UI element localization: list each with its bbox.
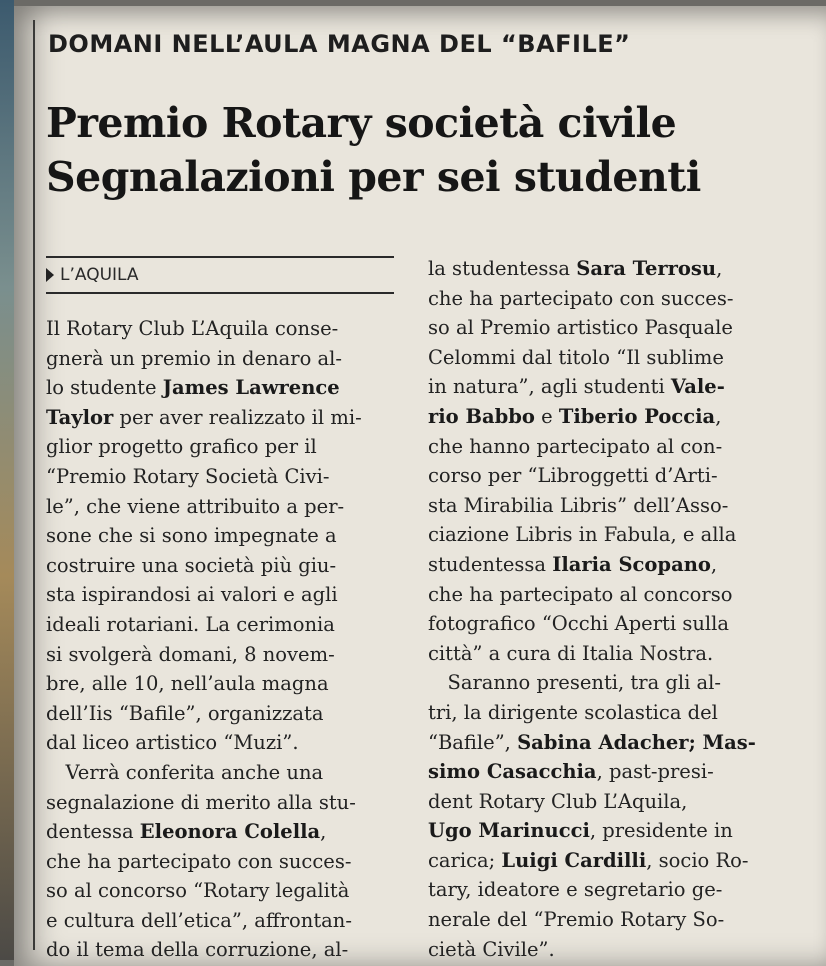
article-column-2	[428, 254, 788, 964]
text-run: studentessa	[428, 552, 553, 576]
text-line	[428, 254, 788, 284]
text-line	[46, 906, 396, 936]
text-run: dentessa	[46, 820, 140, 844]
text-run: segnalazione di merito alla stu-	[46, 790, 356, 814]
text-run: do il tema della corruzione, al-	[46, 938, 349, 962]
text-line	[46, 699, 396, 729]
text-run: dell’Iis “Bafile”, organizzata	[46, 701, 324, 725]
kicker-heading: DOMANI NELL’AULA MAGNA DEL “BAFILE”	[48, 30, 631, 58]
text-run: città” a cura di Italia Nostra.	[428, 641, 714, 665]
text-run: sone che si sono impegnate a	[46, 524, 337, 548]
text-run: Verrà conferita anche una	[46, 760, 324, 784]
text-line	[428, 757, 788, 787]
text-line	[46, 344, 396, 374]
bold-name: simo Casacchia	[428, 760, 597, 784]
text-run: le”, che viene attribuito a per-	[46, 494, 345, 518]
text-run: Il Rotary Club L’Aquila conse-	[46, 317, 339, 340]
text-run: cietà Civile”.	[428, 937, 555, 961]
text-run: , past-presi-	[596, 760, 714, 784]
text-run: e cultura dell’etica”, affrontan-	[46, 908, 352, 932]
text-line	[46, 492, 396, 522]
text-line	[428, 905, 788, 935]
text-line	[46, 669, 396, 699]
headline-line-2: Segnalazioni per sei studenti	[46, 153, 701, 201]
text-run: ciazione Libris in Fabula, e alla	[428, 523, 737, 547]
text-run: so al Premio artistico Pasquale	[428, 316, 733, 340]
bold-name: Tiberio Poccia	[558, 404, 716, 428]
text-line	[428, 372, 788, 402]
text-run: sta ispirandosi ai valori e agli	[46, 583, 338, 607]
text-line	[46, 610, 396, 640]
text-run: glior progetto grafico per il	[46, 435, 317, 459]
bold-name: Sara Terrosu	[576, 257, 717, 280]
text-run: Celommi dal titolo “Il sublime	[428, 345, 724, 369]
text-run: “Premio Rotary Società Civi-	[46, 464, 330, 488]
text-line	[46, 580, 396, 610]
headline	[46, 96, 816, 204]
text-run: Saranno presenti, tra gli al-	[428, 671, 721, 695]
background-edge	[0, 0, 14, 960]
text-run: , presidente in	[589, 819, 733, 843]
text-line	[428, 728, 788, 758]
bold-name: Sabina Adacher; Mas-	[517, 730, 756, 754]
text-line	[428, 846, 788, 876]
bold-name: Taylor	[46, 405, 114, 429]
text-line	[428, 313, 788, 343]
text-line	[46, 876, 396, 906]
bold-name: Ugo Marinucci	[428, 819, 590, 843]
text-run: “Bafile”,	[428, 730, 518, 754]
text-run: fotografico “Occhi Aperti sulla	[428, 612, 729, 636]
text-line	[46, 728, 396, 758]
text-run: gnerà un premio in denaro al-	[46, 346, 342, 370]
text-line	[428, 639, 788, 669]
dateline-text: L’AQUILA	[60, 265, 139, 285]
text-line	[46, 373, 396, 403]
bold-name: James Lawrence	[162, 376, 340, 400]
bold-name: Vale-	[670, 375, 725, 399]
bold-name: Eleonora Colella	[139, 820, 321, 844]
text-run: costruire una società più giu-	[46, 553, 337, 577]
text-run: carica;	[428, 848, 502, 872]
text-run: che ha partecipato con succes-	[428, 286, 734, 310]
bold-name: Ilaria Scopano	[552, 552, 711, 576]
bold-name: rio Babbo	[428, 404, 535, 428]
text-line	[46, 551, 396, 581]
dateline-bottom-rule	[46, 292, 394, 294]
column-separator-rule	[33, 20, 35, 950]
text-run: so al concorso “Rotary legalità	[46, 879, 350, 903]
text-line	[428, 875, 788, 905]
text-run: dal liceo artistico “Muzi”.	[46, 731, 299, 755]
text-line	[428, 461, 788, 491]
dateline	[46, 265, 139, 285]
text-line	[428, 698, 788, 728]
text-line	[428, 550, 788, 580]
text-run: si svolgerà domani, 8 novem-	[46, 642, 335, 666]
text-run: tary, ideatore e segretario ge-	[428, 878, 723, 902]
text-line	[46, 758, 396, 788]
bold-name: Luigi Cardilli	[501, 848, 647, 872]
text-line	[428, 432, 788, 462]
text-run: ,	[716, 257, 723, 280]
text-line	[46, 521, 396, 551]
text-run: ,	[320, 820, 327, 844]
text-line	[428, 816, 788, 846]
triangle-marker-icon	[46, 268, 54, 282]
text-run: tri, la dirigente scolastica del	[428, 700, 718, 724]
text-line	[46, 314, 396, 344]
text-line	[428, 520, 788, 550]
text-line	[428, 284, 788, 314]
text-line	[46, 403, 396, 433]
text-run: in natura”, agli studenti	[428, 375, 671, 399]
text-run: la studentessa	[428, 257, 577, 280]
text-line	[428, 580, 788, 610]
text-line	[428, 609, 788, 639]
text-run: ,	[715, 404, 722, 428]
text-line	[46, 640, 396, 670]
headline-line-1: Premio Rotary società civile	[46, 99, 677, 147]
text-line	[46, 788, 396, 818]
text-run: nerale del “Premio Rotary So-	[428, 908, 725, 932]
text-run: corso per “Libroggetti d’Arti-	[428, 464, 718, 488]
text-run: e	[534, 404, 559, 428]
text-run: bre, alle 10, nell’aula magna	[46, 672, 329, 696]
text-line	[46, 432, 396, 462]
dateline-top-rule	[46, 256, 394, 258]
text-line	[428, 787, 788, 817]
text-line	[428, 491, 788, 521]
text-run: che hanno partecipato al con-	[428, 434, 723, 458]
text-run: ,	[710, 552, 718, 576]
text-run: ideali rotariani. La cerimonia	[46, 612, 335, 636]
text-line	[428, 343, 788, 373]
text-line	[46, 817, 396, 847]
text-line	[46, 935, 396, 965]
text-run: che ha partecipato al concorso	[428, 582, 733, 606]
text-line	[428, 402, 788, 432]
text-run: dent Rotary Club L’Aquila,	[428, 789, 688, 813]
text-run: lo studente	[46, 376, 163, 400]
article-column-1	[46, 314, 396, 965]
text-run: sta Mirabilia Libris” dell’Asso-	[428, 493, 729, 517]
text-run: per aver realizzato il mi-	[113, 405, 362, 429]
text-line	[428, 668, 788, 698]
text-run: che ha partecipato con succes-	[46, 849, 352, 873]
text-line	[46, 462, 396, 492]
text-run: , socio Ro-	[646, 848, 749, 872]
text-line	[46, 847, 396, 877]
